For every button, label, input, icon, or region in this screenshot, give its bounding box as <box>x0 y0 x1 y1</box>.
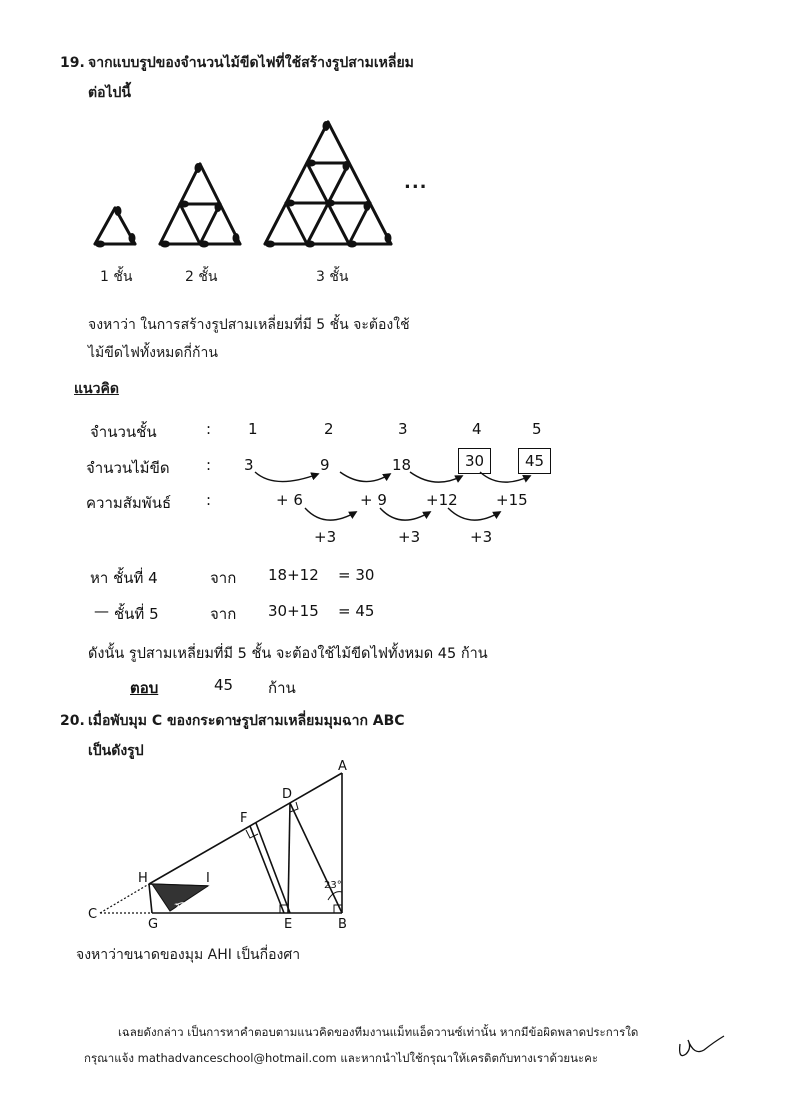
point-label-i: I <box>206 871 210 886</box>
layer-value: 2 <box>324 420 334 438</box>
step2-result: = 45 <box>338 602 375 620</box>
footer-line2: กรุณาแจ้ง mathadvanceschool@hotmail.com และหากนำไปใช้กรุณาให้เครดิตกับทางเราด้วยนะคะ <box>84 1051 599 1065</box>
point-label-h: H <box>138 871 148 886</box>
match-count: 3 <box>244 456 254 474</box>
q19-question-line1: จงหาว่า ในการสร้างรูปสามเหลี่ยมที่มี 5 ชั้น จะต้องใช้ <box>88 317 410 333</box>
layer-value: 4 <box>472 420 482 438</box>
step2-ditto: — <box>94 602 109 620</box>
answer-unit: ก้าน <box>268 679 296 697</box>
colon-3: : <box>206 491 212 509</box>
first-difference: +12 <box>426 491 458 509</box>
q19-number: 19. <box>60 55 85 71</box>
row-label-matches: จำนวนไม้ขีด <box>86 459 170 477</box>
solution-heading: แนวคิด <box>74 381 119 397</box>
first-difference: + 9 <box>360 491 387 509</box>
step2-expr: 30+15 <box>268 602 319 620</box>
angle-label-26: 26° <box>174 903 190 913</box>
point-label-g: G <box>148 917 159 932</box>
footer-line1: เฉลยดังกล่าว เป็นการหาคำตอบตามแนวคิดของทีมงานแม็ทแอ็ดวานซ์เท่านั้น หากมีข้อผิดพลาดประการใด <box>118 1025 639 1039</box>
answer-value: 45 <box>214 676 234 694</box>
q19-text-line2: ต่อไปนี้ <box>88 85 131 101</box>
step2-from: จาก <box>210 605 237 623</box>
point-label-e: E <box>284 917 293 932</box>
step1-from: จาก <box>210 569 237 587</box>
first-difference: + 6 <box>276 491 303 509</box>
triangle-3-layers <box>265 122 391 244</box>
point-label-b: B <box>338 917 347 932</box>
step1-label: หา ชั้นที่ 4 <box>90 569 158 587</box>
q20-text-line1: เมื่อพับมุม C ของกระดาษรูปสามเหลี่ยมมุมฉาก ABC <box>88 713 405 729</box>
layer-value: 1 <box>248 420 258 438</box>
second-difference: +3 <box>398 528 421 546</box>
first-difference: +15 <box>496 491 528 509</box>
pattern-continues-ellipsis: ... <box>404 172 428 193</box>
match-count-boxed: 45 <box>518 448 551 474</box>
step1-result: = 30 <box>338 566 375 584</box>
q20-question: จงหาว่าขนาดของมุม AHI เป็นกี่องศา <box>76 947 301 963</box>
match-count-boxed: 30 <box>458 448 491 474</box>
caption-1-layer: 1 ชั้น <box>100 269 133 285</box>
point-label-d: D <box>282 787 293 802</box>
q19-text-line1: จากแบบรูปของจำนวนไม้ขีดไฟที่ใช้สร้างรูปสามเหลี่ยม <box>88 55 414 71</box>
signature <box>674 1026 734 1066</box>
angle-label-23: 23° <box>324 880 342 891</box>
step1-expr: 18+12 <box>268 566 319 584</box>
q20-number: 20. <box>60 713 85 729</box>
step2-label: ชั้นที่ 5 <box>114 605 159 623</box>
point-label-f: F <box>240 811 248 826</box>
colon-1: : <box>206 420 212 438</box>
answer-label: ตอบ <box>130 679 159 697</box>
colon-2: : <box>206 456 212 474</box>
row-label-relation: ความสัมพันธ์ <box>86 494 172 512</box>
match-count: 18 <box>392 456 412 474</box>
match-count: 9 <box>320 456 330 474</box>
q20-text-line2: เป็นดังรูป <box>88 743 144 759</box>
matchstick-figure <box>80 108 440 258</box>
layer-value: 3 <box>398 420 408 438</box>
layer-value: 5 <box>532 420 542 438</box>
q19-question-line2: ไม้ขีดไฟทั้งหมดกี่ก้าน <box>88 345 218 361</box>
caption-2-layers: 2 ชั้น <box>185 269 218 285</box>
point-label-c: C <box>88 907 98 922</box>
folded-triangle-figure <box>80 760 380 935</box>
row-label-layers: จำนวนชั้น <box>90 423 157 441</box>
caption-3-layers: 3 ชั้น <box>316 269 349 285</box>
triangle-2-layers <box>160 164 240 244</box>
second-difference: +3 <box>470 528 493 546</box>
conclusion: ดังนั้น รูปสามเหลี่ยมที่มี 5 ชั้น จะต้องใช้ไม้ขีดไฟทั้งหมด 45 ก้าน <box>88 646 488 662</box>
point-label-a: A <box>338 760 347 774</box>
second-difference: +3 <box>314 528 337 546</box>
